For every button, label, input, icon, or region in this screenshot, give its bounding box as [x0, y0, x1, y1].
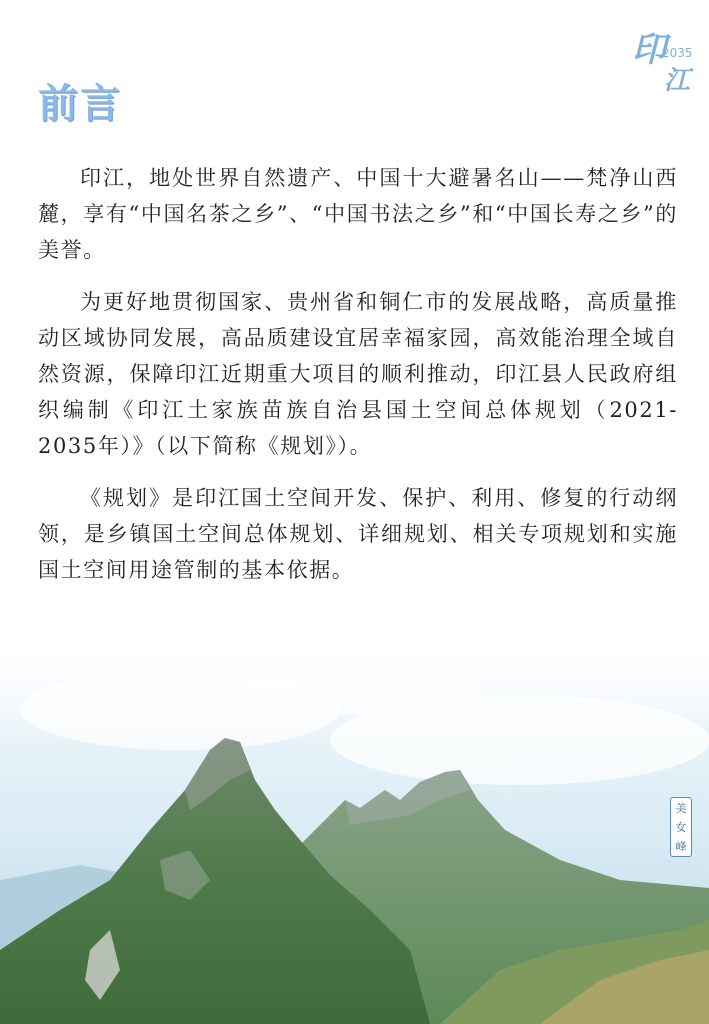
mountain-photo: [0, 650, 709, 1024]
page-title: 前言: [38, 81, 122, 127]
preface-body: [38, 160, 678, 604]
logo-char-yin: 印: [632, 30, 666, 70]
photo-caption-label: 美女峰: [670, 797, 692, 857]
yinjiang-2035-logo: [628, 22, 700, 96]
paragraph-2: 为更好地贯彻国家、贵州省和铜仁市的发展战略，高质量推动区域协同发展，高品质建设宜居幸福家园，高效能治理全域自然资源，保障印江近期重大项目的顺利推动，印江县人民政府组织编制《印江土家族苗族自治县国土空间总体规划（2021-2035年）》（以下简称《规划》）。: [38, 290, 678, 458]
paragraph-1: 印江，地处世界自然遗产、中国十大避暑名山——梵净山西麓，享有“中国名茶之乡”、“中国书法之乡”和“中国长寿之乡”的美誉。: [38, 166, 678, 262]
logo-year: 2035: [662, 46, 693, 60]
paragraph-3: 《规划》是印江国土空间开发、保护、利用、修复的行动纲领，是乡镇国土空间总体规划、详细规划、相关专项规划和实施国土空间用途管制的基本依据。: [38, 486, 678, 582]
logo-char-jiang: 江: [664, 66, 691, 96]
